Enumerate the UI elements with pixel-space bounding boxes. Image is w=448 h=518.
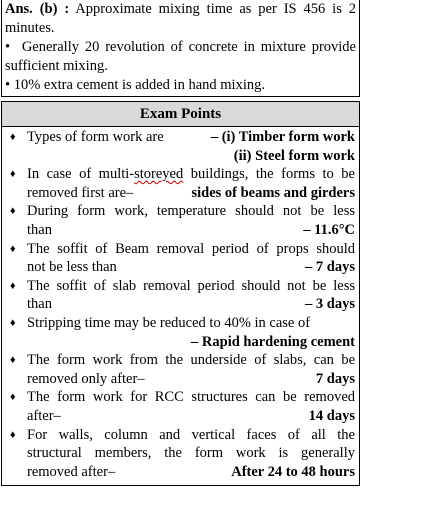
diamond-bullet-icon: ♦: [10, 131, 16, 143]
answer-label: Ans. (b) :: [5, 1, 70, 17]
answer-bullet-1: • Generally 20 revolution of concrete in mixture provide sufficient mixing.: [5, 39, 356, 74]
exam-point: [10, 277, 355, 314]
exam-point: [10, 128, 355, 165]
answer-line: [5, 0, 356, 38]
diamond-bullet-icon: ♦: [10, 354, 16, 367]
point-answer: – Rapid hardening cement: [191, 333, 355, 350]
point-question: The form work from the underside of slabs, can be: [27, 352, 355, 369]
point-question: In case of multi-: [27, 166, 135, 183]
diamond-bullet-icon: ♦: [10, 168, 16, 181]
answer-box: [1, 0, 360, 97]
exam-point: [10, 314, 355, 351]
point-question: than: [27, 296, 52, 313]
exam-point: [10, 165, 355, 202]
point-question: not be less than: [27, 259, 117, 276]
point-question: The form work for RCC structures can be removed: [27, 389, 355, 406]
exam-points-list: [2, 127, 359, 481]
point-question: buildings, the forms to be: [183, 166, 355, 183]
diamond-bullet-icon: ♦: [10, 316, 16, 329]
point-question: The soffit of slab removal period should not be less: [27, 277, 355, 294]
point-question: The soffit of Beam removal period of props should: [27, 240, 355, 257]
answer-text: Approximate mixing time as per IS 456 is 2 minutes.: [5, 1, 356, 36]
point-question: after–: [27, 407, 61, 424]
diamond-bullet-icon: ♦: [10, 391, 16, 404]
spellcheck-word: storeyed: [134, 166, 184, 183]
diamond-bullet-icon: ♦: [10, 428, 16, 441]
point-answer: (ii) Steel form work: [233, 147, 355, 164]
exam-point: [10, 202, 355, 239]
point-answer: After 24 to 48 hours: [231, 463, 355, 480]
point-question: structural members, the form work is generally: [27, 445, 355, 462]
answer-bullet-text: 10% extra cement is added in hand mixing.: [13, 77, 265, 93]
point-question: than: [27, 221, 52, 238]
answer-bullet-2: • 10% extra cement is added in hand mixing.: [5, 77, 265, 93]
point-question: removed first are–: [27, 184, 134, 201]
point-answer: 14 days: [308, 407, 355, 424]
exam-points-box: [1, 101, 360, 486]
point-question: During form work, temperature should not be less: [27, 203, 355, 220]
diamond-bullet-icon: ♦: [10, 205, 16, 218]
point-answer: 7 days: [315, 370, 355, 387]
point-question: removed only after–: [27, 370, 145, 387]
answer-bullet-text: Generally 20 revolution of concrete in mixture provide sufficient mixing.: [5, 39, 356, 74]
exam-point: [10, 240, 355, 277]
exam-point: [10, 388, 355, 425]
exam-point: [10, 351, 355, 388]
diamond-bullet-icon: ♦: [10, 242, 16, 255]
point-answer: sides of beams and girders: [191, 184, 355, 201]
exam-point: [10, 426, 355, 482]
point-question: Types of form work are: [27, 129, 164, 145]
point-answer: – 11.6°C: [303, 221, 355, 238]
point-question: removed after–: [27, 463, 116, 480]
point-question: For walls, column and vertical faces of all the: [27, 426, 355, 443]
point-question: Stripping time may be reduced to 40% in case of: [27, 314, 311, 331]
point-answer: – 3 days: [305, 296, 355, 313]
point-answer: – (i) Timber form work: [210, 129, 355, 145]
exam-points-heading: Exam Points: [2, 102, 359, 127]
point-answer: – 7 days: [305, 259, 355, 276]
diamond-bullet-icon: ♦: [10, 279, 16, 292]
